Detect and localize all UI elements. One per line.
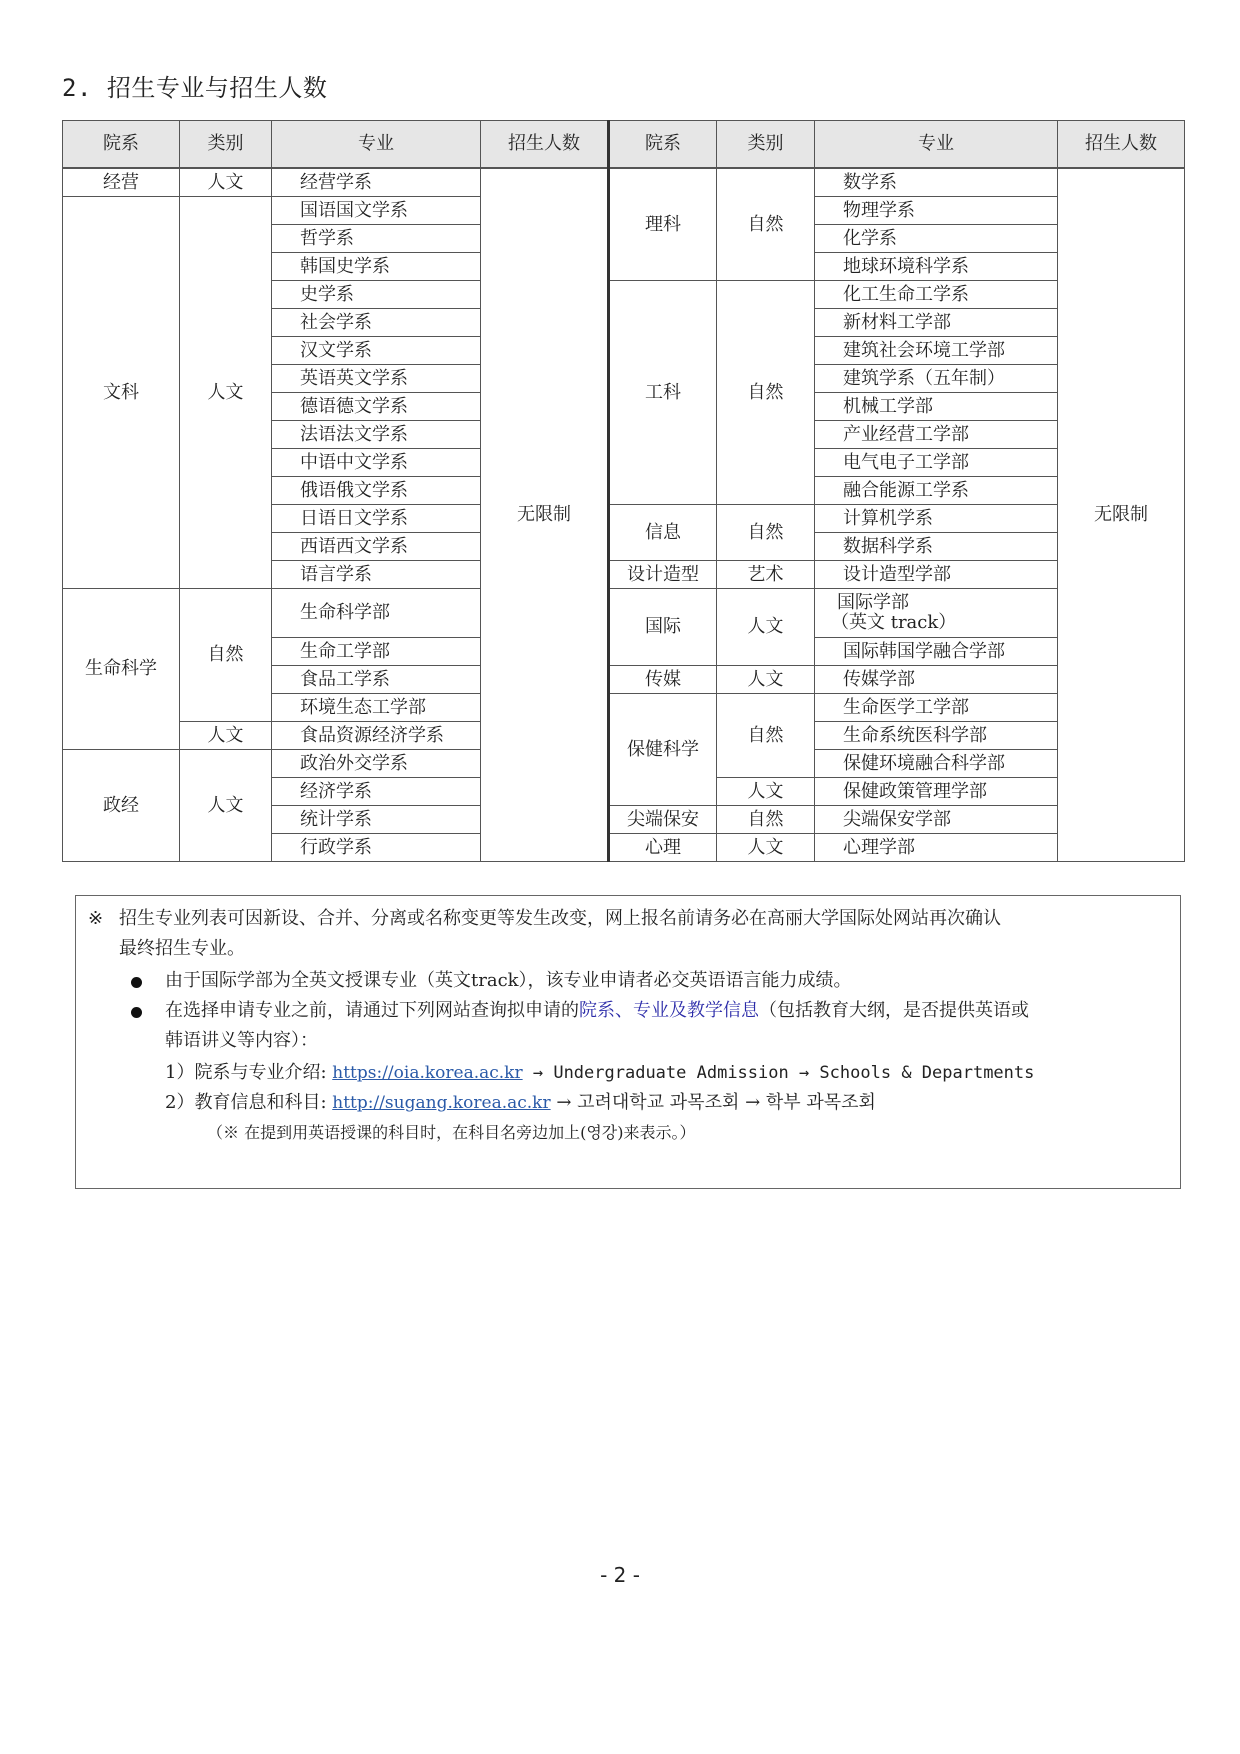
category-cell: 人文: [180, 168, 272, 197]
college-cell: 传媒: [609, 666, 717, 694]
major-cell: 英语英文学系: [272, 365, 481, 393]
note-item1: [165, 1058, 1034, 1088]
category-cell: 人文: [180, 197, 272, 589]
major-cell: 国际韩国学融合学部: [815, 638, 1058, 666]
bullet-icon: [131, 977, 142, 988]
note-bullet2-text: 在选择申请专业之前，请通过下列网站查询拟申请的: [165, 1000, 579, 1021]
major-cell: 物理学系: [815, 197, 1058, 225]
category-cell: 人文: [180, 722, 272, 750]
note-item2: [165, 1088, 876, 1118]
note-bullet2-highlight: 院系、专业及教学信息: [579, 1000, 759, 1021]
major-cell: 环境生态工学部: [272, 694, 481, 722]
major-cell: 俄语俄文学系: [272, 477, 481, 505]
major-cell: 化工生命工学系: [815, 281, 1058, 309]
major-cell: 经营学系: [272, 168, 481, 197]
major-cell: 尖端保安学部: [815, 806, 1058, 834]
major-line: 国际学部: [837, 592, 909, 613]
major-cell: 政治外交学系: [272, 750, 481, 778]
major-cell: 数学系: [815, 168, 1058, 197]
major-cell: 设计造型学部: [815, 561, 1058, 589]
header-college: 院系: [63, 121, 180, 169]
notes-box: [75, 895, 1181, 1189]
major-cell: 建筑学系（五年制）: [815, 365, 1058, 393]
major-cell: 西语西文学系: [272, 533, 481, 561]
note-bullet2: [165, 996, 1029, 1026]
page-number: - 2 -: [600, 1563, 640, 1587]
major-cell: 生命系统医科学部: [815, 722, 1058, 750]
college-cell: 保健科学: [609, 694, 717, 806]
major-cell: 中语中文学系: [272, 449, 481, 477]
major-cell: 生命工学部: [272, 638, 481, 666]
major-cell: 汉文学系: [272, 337, 481, 365]
major-cell: 化学系: [815, 225, 1058, 253]
category-cell: 自然: [717, 281, 815, 505]
major-cell: 食品工学系: [272, 666, 481, 694]
category-cell: 自然: [717, 694, 815, 778]
college-cell: 经营: [63, 168, 180, 197]
major-cell: 建筑社会环境工学部: [815, 337, 1058, 365]
major-cell: 语言学系: [272, 561, 481, 589]
college-cell: 工科: [609, 281, 717, 505]
college-cell: 信息: [609, 505, 717, 561]
category-cell: 自然: [717, 168, 815, 281]
major-cell: 融合能源工学系: [815, 477, 1058, 505]
major-cell: 经济学系: [272, 778, 481, 806]
note-item1-path: → Undergraduate Admission → Schools & Departments: [522, 1063, 1035, 1083]
college-cell: 理科: [609, 168, 717, 281]
category-cell: 自然: [180, 589, 272, 722]
major-cell: 生命医学工学部: [815, 694, 1058, 722]
header-category: 类别: [180, 121, 272, 169]
header-major: 专业: [815, 121, 1058, 169]
table-header-row: [63, 121, 1185, 169]
table-row: [63, 168, 1185, 197]
major-cell: 数据科学系: [815, 533, 1058, 561]
quota-cell: 无限制: [481, 168, 609, 862]
major-cell: 国语国文学系: [272, 197, 481, 225]
sugang-link[interactable]: http://sugang.korea.ac.kr: [332, 1093, 551, 1113]
note-item2-path: → 고려대학교 과목조회 → 학부 과목조회: [550, 1092, 876, 1113]
category-cell: 人文: [717, 666, 815, 694]
major-cell: 行政学系: [272, 834, 481, 862]
header-quota: 招生人数: [1058, 121, 1185, 169]
note-mark: ※: [88, 908, 104, 929]
category-cell: 人文: [180, 750, 272, 862]
college-cell: 文科: [63, 197, 180, 589]
header-major: 专业: [272, 121, 481, 169]
note-intro-line1: 招生专业列表可因新设、合并、分离或名称变更等发生改变，网上报名前请务必在高丽大学国际处网站再次确认: [119, 908, 1001, 929]
majors-table: [62, 120, 1185, 862]
quota-cell: 无限制: [1058, 168, 1185, 862]
major-cell: [815, 589, 1058, 638]
section-title: 2. 招生专业与招生人数: [62, 74, 328, 102]
oia-link[interactable]: https://oia.korea.ac.kr: [332, 1063, 523, 1083]
college-cell: 国际: [609, 589, 717, 666]
bullet-icon: [131, 1007, 142, 1018]
note-item1-label: 1）院系与专业介绍:: [165, 1062, 333, 1083]
category-cell: 人文: [717, 778, 815, 806]
category-cell: 自然: [717, 505, 815, 561]
college-cell: 尖端保安: [609, 806, 717, 834]
note-item2-label: 2）教育信息和科目:: [165, 1092, 333, 1113]
major-cell: 生命科学部: [272, 589, 481, 638]
category-cell: 人文: [717, 589, 815, 666]
note-intro-line2: 最终招生专业。: [119, 938, 245, 959]
college-cell: 政经: [63, 750, 180, 862]
major-cell: 机械工学部: [815, 393, 1058, 421]
college-cell: 生命科学: [63, 589, 180, 750]
header-college: 院系: [609, 121, 717, 169]
major-cell: 保健环境融合科学部: [815, 750, 1058, 778]
college-cell: 设计造型: [609, 561, 717, 589]
note-bullet2-line2: 韩语讲义等内容）：: [165, 1030, 318, 1051]
note-item2-remark: （※ 在提到用英语授课的科目时，在科目名旁边加上(영강)来表示。）: [207, 1123, 696, 1142]
major-line: （英文 track）: [831, 612, 957, 633]
major-cell: 传媒学部: [815, 666, 1058, 694]
major-cell: 电气电子工学部: [815, 449, 1058, 477]
header-category: 类别: [717, 121, 815, 169]
major-cell: 计算机学系: [815, 505, 1058, 533]
major-cell: 产业经营工学部: [815, 421, 1058, 449]
category-cell: 艺术: [717, 561, 815, 589]
note-bullet1: 由于国际学部为全英文授课专业（英文track），该专业申请者必交英语语言能力成绩。: [165, 970, 852, 991]
major-cell: 史学系: [272, 281, 481, 309]
major-cell: 保健政策管理学部: [815, 778, 1058, 806]
major-cell: 心理学部: [815, 834, 1058, 862]
major-cell: 韩国史学系: [272, 253, 481, 281]
college-cell: 心理: [609, 834, 717, 862]
major-cell: 食品资源经济学系: [272, 722, 481, 750]
note-bullet2-text: （包括教育大纲，是否提供英语或: [759, 1000, 1029, 1021]
major-cell: 社会学系: [272, 309, 481, 337]
major-cell: 日语日文学系: [272, 505, 481, 533]
major-cell: 新材料工学部: [815, 309, 1058, 337]
header-quota: 招生人数: [481, 121, 609, 169]
category-cell: 人文: [717, 834, 815, 862]
major-cell: 法语法文学系: [272, 421, 481, 449]
category-cell: 自然: [717, 806, 815, 834]
major-cell: 统计学系: [272, 806, 481, 834]
major-cell: 地球环境科学系: [815, 253, 1058, 281]
table-row: [63, 589, 1185, 638]
major-cell: 德语德文学系: [272, 393, 481, 421]
major-cell: 哲学系: [272, 225, 481, 253]
